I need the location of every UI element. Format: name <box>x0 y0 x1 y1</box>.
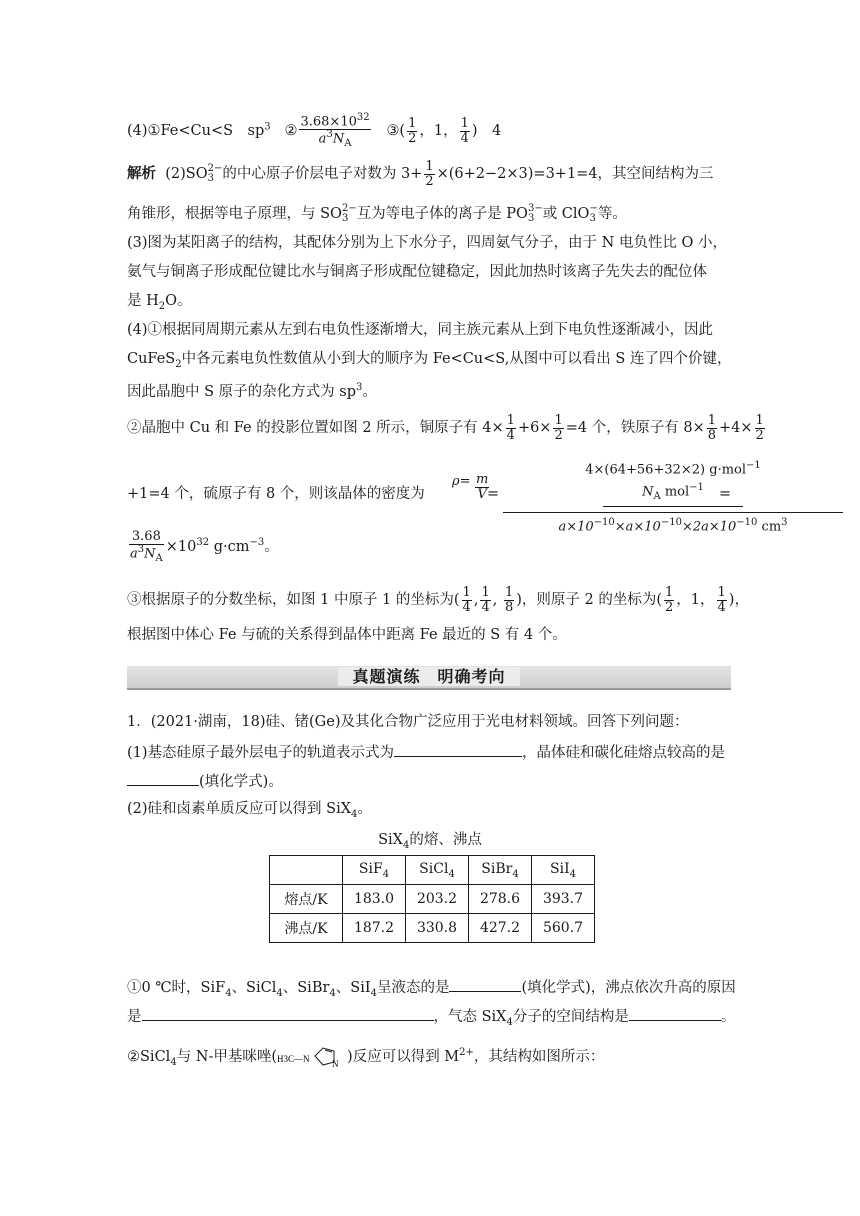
density-den-n: N <box>332 131 345 147</box>
analysis-4-line2 <box>127 349 731 375</box>
so3-charge-sup: 2− <box>207 163 223 175</box>
q3-b: 、SiCl <box>231 980 277 996</box>
result-den-sup: 3 <box>137 543 145 555</box>
result-end: 。 <box>264 539 279 556</box>
analysis-3-b: O。 <box>165 293 192 309</box>
frac-half <box>553 414 563 442</box>
q3-a: ①0 ℃时，SiF <box>127 980 226 996</box>
big-mid-mol: mol <box>660 484 690 500</box>
v: V <box>477 486 487 502</box>
density-fraction <box>299 113 370 149</box>
methylimidazole-structure <box>277 1042 347 1072</box>
big-num-sup: −1 <box>746 460 761 471</box>
m: m <box>476 472 489 487</box>
question-1-part1-line2 <box>127 770 283 792</box>
result-fraction <box>129 530 164 564</box>
rho: ρ= <box>452 474 471 489</box>
frac-n: 1 <box>460 116 469 132</box>
analysis-3-line1: (3)图为某阳离子的结构，其配体分别为上下水分子，四周氨气分子，由于 N 电负性比 O 小， <box>127 235 728 251</box>
frac-half <box>755 414 765 442</box>
cufes2-sub: 2 <box>175 358 182 370</box>
coord-one: 1 <box>433 123 444 140</box>
q1-a: (1)基态硅原子最外层电子的轨道表示式为 <box>127 745 395 761</box>
h2o-sub: 2 <box>158 300 166 312</box>
analysis-2-a: (2)SO <box>165 166 208 183</box>
q4-b: ，气态 SiX <box>433 1009 507 1025</box>
q3-f: (填化学式)，沸点依次升高的原因 <box>521 980 736 996</box>
analysis-4-line2-b: 中各元素电负性数值从小到大的顺序为 Fe<Cu<S,从图中可以看出 S 连了四个价键， <box>181 351 732 367</box>
analysis-2-line2-a: 角锥形，根据等电子原理，与 SO <box>127 206 342 222</box>
q5-a: ②SiCl <box>127 1049 171 1065</box>
frac-d: 4 <box>506 427 515 443</box>
header-sub: 4 <box>512 868 519 880</box>
frac-n: 1 <box>755 413 764 428</box>
q3-c: 、SiBr <box>282 980 330 996</box>
so3-charge-sub: 3 <box>207 173 214 185</box>
analysis-5-d: +4× <box>719 420 753 437</box>
frac-d: 8 <box>707 427 716 443</box>
row-label: 沸点/K <box>270 914 343 943</box>
caption-a: SiX <box>378 832 404 848</box>
frac-quarter <box>462 586 472 614</box>
q2-a: (2)硅和卤素单质反应可以得到 SiX <box>127 801 352 817</box>
so3-charge <box>208 164 223 184</box>
caption-sub: 4 <box>403 839 410 851</box>
coord-c: )， <box>728 592 749 609</box>
analysis-2-line2 <box>127 204 627 224</box>
density-result <box>127 530 279 564</box>
header-cell <box>270 856 343 885</box>
coord-one: 1 <box>690 592 700 609</box>
frac-d: 2 <box>554 427 563 443</box>
q5-c: )反应可以得到 M <box>347 1049 460 1065</box>
table-cell: 560.7 <box>532 914 595 943</box>
table-cell: 203.2 <box>406 885 469 914</box>
frac-quarter <box>480 586 490 614</box>
exp: −10 <box>736 517 758 529</box>
analysis-5-a: ②晶胞中 Cu 和 Fe 的投影位置如图 2 所示，铜原子有 4× <box>127 420 504 437</box>
frac-d: 4 <box>460 130 469 146</box>
big-den-b: ×a×10 <box>614 519 661 535</box>
m2-sup: 2+ <box>459 1047 474 1059</box>
frac-d: 2 <box>755 427 764 443</box>
density-eq: = <box>719 486 732 502</box>
answer-blank-3[interactable] <box>449 976 521 992</box>
analysis-2-c: ×(6+2−2×3)=3+1=4，其空间结构为三 <box>436 166 714 183</box>
frac-n: 1 <box>504 585 514 600</box>
exp: −10 <box>593 517 615 529</box>
sub4: 4 <box>370 987 377 999</box>
table-row <box>270 914 595 943</box>
frac-d: 2 <box>425 173 434 189</box>
frac-n: 1 <box>717 585 726 600</box>
analysis-coord-line: ③根据原子的分数坐标，如图 1 中原子 1 的坐标为( $\frac{1}{4}$ , $\frac{1}{4}$ , $\frac{1}{8}$ )，则原子 2 的坐标为( $\frac{1}{2}$ ，1， $\frac{1}{4}$ )， <box>127 585 749 615</box>
answer-4-circle2: ② <box>284 123 298 140</box>
density-den-sup: 3 <box>326 128 333 140</box>
sub4: 4 <box>276 987 283 999</box>
analysis-5-c: =4 个，铁原子有 8× <box>565 420 705 437</box>
frac-n: 1 <box>408 116 417 132</box>
exp: −10 <box>660 517 682 529</box>
rho-mv <box>452 475 471 489</box>
sp3-sup-2: 3 <box>355 382 363 393</box>
analysis-3-a: 是 H <box>127 293 159 309</box>
mol-n: N <box>332 1059 339 1069</box>
big-den-a: a×10 <box>558 519 594 535</box>
question-1-sub1 <box>127 976 736 1004</box>
analysis-4-line3-a: 因此晶胞中 S 原子的杂化方式为 sp <box>127 383 356 400</box>
q3-e: 呈液态的是 <box>376 980 450 996</box>
density-num: 3.68×10 <box>300 114 357 130</box>
question-1-sub2 <box>127 1042 604 1073</box>
density-intro: +1=4 个，硫原子有 8 个，则该晶体的密度为 <box>127 486 425 502</box>
big-num-text: 4×(64+56+32×2) g·mol <box>585 462 747 478</box>
density-den-a: a <box>318 131 327 147</box>
frac-eighth <box>707 414 717 442</box>
table-row <box>270 885 595 914</box>
analysis-2-b: 的中心原子价层电子对数为 3+ <box>222 166 423 183</box>
density-den-sub: A <box>344 137 352 149</box>
density-num-sup: 32 <box>356 112 370 123</box>
clo3-charge <box>589 204 597 224</box>
sub4: 4 <box>170 1056 177 1068</box>
frac-d: 2 <box>664 599 674 615</box>
question-1-sub1-line2 <box>127 1005 735 1033</box>
analysis-5-line <box>127 414 767 442</box>
answer-blank-1[interactable] <box>394 741 522 757</box>
q2-b: 。 <box>357 801 372 817</box>
q5-b: 与 N-甲基咪唑( <box>176 1049 278 1065</box>
frac-quarter <box>506 414 516 442</box>
section-banner <box>127 666 731 690</box>
q4-c: 分子的空间结构是 <box>512 1009 629 1025</box>
caption-b: 的熔、沸点 <box>409 832 482 848</box>
banner-title: 真题演练 明确考向 <box>338 667 519 686</box>
analysis-2-line2-b: 互为等电子体的离子是 PO <box>356 206 528 222</box>
coord-a: ③根据原子的分数坐标，如图 1 中原子 1 的坐标为( <box>127 592 460 609</box>
table-cell: 278.6 <box>469 885 532 914</box>
big-den-c: ×2a×10 <box>681 519 737 535</box>
header-sub: 4 <box>569 868 576 880</box>
big-mid-sub: A <box>653 491 661 503</box>
answer-blank-2[interactable] <box>127 770 199 786</box>
coord-half <box>407 117 417 145</box>
big-den <box>503 512 843 537</box>
so3-charge-sub: 3 <box>341 213 349 224</box>
big-mid-n: N <box>642 484 654 500</box>
frac-n: 1 <box>664 585 674 600</box>
frac-d: 8 <box>504 599 514 615</box>
header-cell <box>343 856 406 885</box>
so3-charge-2 <box>342 204 357 224</box>
result-den-sub: A <box>155 552 163 564</box>
cufes2-a: CuFeS <box>127 351 176 367</box>
frac-n: 1 <box>506 413 515 428</box>
header-text: SiF <box>358 860 383 877</box>
frac-d: 4 <box>481 599 490 615</box>
result-num: 3.68 <box>129 530 164 545</box>
answer-4-line: (4)①Fe<Cu<S $sp^3$ ② $\frac{3.68\times 10^{32}}{a^3N_A}$ ③( $\frac{1}{2}$ ，1， $\frac{1}{4}$ ) 4 <box>127 112 502 149</box>
answer-blank-5[interactable] <box>629 1005 721 1021</box>
analysis-5-b: +6× <box>517 420 552 437</box>
clo3-charge-sup: − <box>589 203 598 214</box>
question-1-intro: 1．(2021·湖南，18)硅、锗(Ge)及其化合物广泛应用于光电材料领域。回答下列问题： <box>127 714 689 730</box>
frac-n: 1 <box>425 159 434 174</box>
six4-table <box>269 855 595 943</box>
result-den-n: N <box>144 545 156 561</box>
analysis-2-line2-c: 或 ClO <box>542 206 590 222</box>
table-cell: 330.8 <box>406 914 469 943</box>
header-cell <box>406 856 469 885</box>
frac-d: 4 <box>462 599 471 615</box>
analysis-4-line3 <box>127 378 377 402</box>
sub4: 4 <box>225 987 232 999</box>
header-text: SiCl <box>419 860 449 877</box>
frac-n: 1 <box>707 413 716 428</box>
row-label: 熔点/K <box>270 885 343 914</box>
header-cell <box>532 856 595 885</box>
question-1-part1 <box>127 741 725 763</box>
answer-4-part1: (4)①Fe<Cu<S sp <box>127 123 265 140</box>
table-cell: 393.7 <box>532 885 595 914</box>
cm3: 3 <box>781 517 788 529</box>
po3-charge-sup: 3− <box>527 203 543 214</box>
q5-d: ，其结构如图所示： <box>473 1049 605 1065</box>
so3-charge-sup: 2− <box>341 203 357 214</box>
frac-half <box>664 586 674 614</box>
header-sub: 4 <box>448 868 455 880</box>
frac-quarter <box>717 586 727 614</box>
result-x10: ×10 <box>165 539 197 556</box>
analysis-last-line: 根据图中体心 Fe 与硫的关系得到晶体中距离 Fe 最近的 S 有 4 个。 <box>127 627 567 643</box>
clo3-charge-sub: 3 <box>589 213 596 224</box>
header-text: SiI <box>550 860 570 877</box>
result-unit-sup: −3 <box>249 537 265 549</box>
analysis-3-line2: 氨气与铜离子形成配位键比水与铜离子形成配位键稳定，因此加热时该离子先失去的配位体 <box>127 264 707 280</box>
q4-a: 是 <box>127 1009 142 1025</box>
sp3-sup: 3 <box>264 121 271 133</box>
frac-d: 2 <box>408 130 417 146</box>
analysis-tag: 解析 <box>127 165 156 183</box>
po3-charge <box>528 204 543 224</box>
q2-sub: 4 <box>351 808 358 820</box>
big-fraction <box>503 457 843 538</box>
q1-c: (填化学式)。 <box>199 774 283 790</box>
analysis-4-line3-b: 。 <box>362 383 377 400</box>
coord-quarter <box>460 117 470 145</box>
q1-b: ，晶体硅和碳化硅熔点较高的是 <box>522 745 726 761</box>
big-den-cm: cm <box>757 519 782 535</box>
sub4: 4 <box>506 1016 513 1028</box>
header-sub: 4 <box>382 868 390 880</box>
header-cell <box>469 856 532 885</box>
sub4: 4 <box>329 987 336 999</box>
frac-half <box>424 160 434 188</box>
table-cell: 187.2 <box>343 914 406 943</box>
frac-n: 1 <box>554 413 563 428</box>
result-den-a: a <box>130 545 138 561</box>
result-unit: g·cm <box>209 539 250 556</box>
frac-n: 1 <box>462 585 471 600</box>
result-sup: 32 <box>196 537 210 549</box>
big-mid-sup: −1 <box>689 482 704 494</box>
q4-d: 。 <box>720 1009 736 1025</box>
answer-4-tail: ) 4 <box>471 123 502 140</box>
frac-d: 4 <box>717 599 726 615</box>
frac-eighth <box>504 586 514 614</box>
big-num <box>503 457 843 479</box>
answer-blank-4[interactable] <box>142 1005 434 1021</box>
question-1-part2 <box>127 799 372 825</box>
table-header-row <box>270 856 595 885</box>
answer-4-circle3: ③( <box>386 123 406 140</box>
table-cell: 183.0 <box>343 885 406 914</box>
mol-h3c: H3C—N <box>277 1054 310 1064</box>
q3-d: 、SiI <box>335 980 371 996</box>
analysis-2-line2-d: 等。 <box>597 206 627 222</box>
po3-charge-sub: 3 <box>527 213 535 224</box>
table-caption <box>0 828 860 851</box>
header-text: SiBr <box>481 860 513 877</box>
table-cell: 427.2 <box>469 914 532 943</box>
analysis-2-line1 <box>127 160 714 188</box>
analysis-3-line3 <box>127 291 192 317</box>
frac-n: 1 <box>481 585 490 600</box>
coord-b: )，则原子 2 的坐标为( <box>516 592 662 609</box>
analysis-4-line1: (4)①根据同周期元素从左到右电负性逐渐增大，同主族元素从上到下电负性逐渐减小，因此 <box>127 322 714 338</box>
